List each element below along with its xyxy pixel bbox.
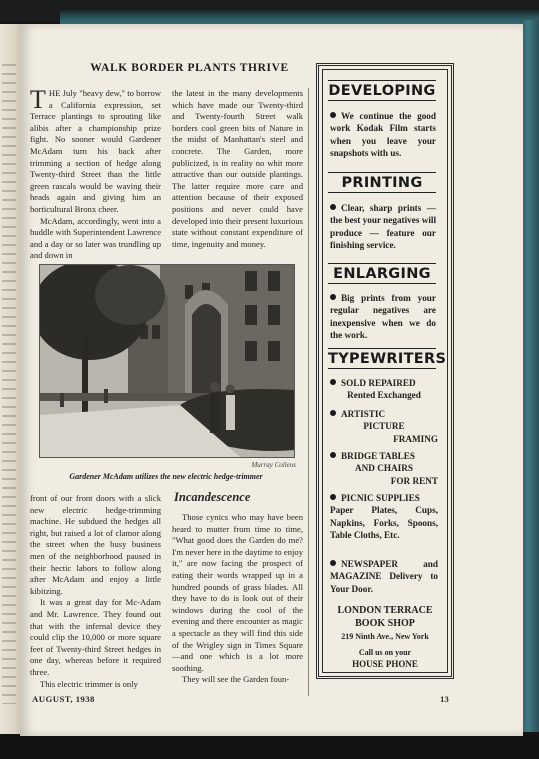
- cover-edge: [60, 10, 539, 24]
- ad-item-framing: ARTISTIC PICTURE FRAMING: [330, 408, 438, 445]
- bullet-icon: [330, 294, 336, 300]
- shop-name: LONDON TERRACE BOOK SHOP: [337, 605, 433, 629]
- hedge-trimmer-photo: [39, 264, 295, 458]
- ad-heading-typewriters: TYPEWRITERS: [328, 348, 436, 369]
- magazine-page: [20, 24, 523, 736]
- ad-heading-enlarging: ENLARGING: [328, 263, 436, 284]
- paragraph: It was a great day for Mc-Adam and Mr. Lawrence. They found out that with the infernal device they could clip the 10,000 or more square feet of Twenty-third Street hedges in one day, whereas before it required three.: [30, 597, 161, 677]
- paragraph: This electric trimmer is only: [40, 678, 138, 689]
- column-1-bottom: [30, 493, 161, 690]
- article-title: WALK BORDER PLANTS THRIVE: [90, 62, 289, 74]
- bookshop-advertisement: [316, 63, 454, 679]
- ad-text-enlarging: Big prints from your regular negatives are inexpensive when we do the work.: [330, 293, 436, 341]
- bottom-shadow: [0, 734, 539, 759]
- shop-phone: HOUSE PHONE: [352, 659, 418, 669]
- ad-item-typewriters: SOLD REPAIRED Rented Exchanged: [330, 377, 438, 402]
- section-subhead: Incandescence: [174, 490, 251, 504]
- column-2-bottom: [172, 512, 303, 686]
- page-number: 13: [440, 694, 449, 704]
- ad-text-developing: We continue the good work Kodak Film starts when you leave your snapshots with us.: [330, 111, 436, 159]
- paragraph: front of our front doors with a slick new electric hedge-trimming machine. He subdued the hedges all right, but raised a lot of clamor along the street when the busy business men of the neighborhood paused in their hectic labors to follow along after McAdam and enjoy a little kibitzing.: [30, 493, 161, 596]
- ad-item-bridge-tables: BRIDGE TABLES AND CHAIRS FOR RENT: [330, 450, 438, 487]
- paragraph: They will see the Garden foun-: [182, 674, 290, 685]
- bullet-icon: [330, 494, 336, 500]
- shop-address: 219 Ninth Ave., New York: [341, 632, 429, 641]
- ad-item-picnic: PICNIC SUPPLIES Paper Plates, Cups, Napkins, Forks, Spoons, Table Cloths, Etc.: [330, 493, 438, 541]
- paragraph: McAdam, accordingly, went into a huddle with Superintendent Lawrence and a day or so later was trundling up and down in: [30, 215, 162, 261]
- column-divider: [308, 88, 309, 696]
- issue-date: AUGUST, 1938: [32, 694, 95, 704]
- shop-call: Call us on your: [358, 648, 412, 657]
- previous-page-edge: [0, 24, 20, 738]
- paragraph: the latest in the many developments which have made our Twenty-third and Twenty-fourth Street walk borders cool green bits of Nature in the midst of Manhattan's steel and concrete. The Garden, more publicized, is in reality no whit more attractive than our outside plantings. The latter require more care and attention because of their exposed positions and never could have developed into their present luxurious state without constant expenditure of time, ingenuity and money.: [172, 88, 303, 249]
- column-2-top: [172, 88, 303, 250]
- drop-cap: T: [30, 85, 46, 114]
- paragraph: HE July "heavy dew," to borrow a California expression, set Terrace plantings to sprouting like alibis after a championship prize fight. No sooner would Gardener McAdam turn his back after trimming a section of hedge along Twenty-third Street than the little green rascals would be waving their heads again and giving him an horticultural Bronx cheer.: [30, 88, 161, 214]
- ad-text-printing: Clear, sharp prints —the best your negatives will produce — feature our finishing service.: [330, 203, 436, 251]
- bullet-icon: [330, 379, 336, 385]
- photo-caption: Gardener McAdam utilizes the new electric hedge-trimmer: [69, 472, 263, 481]
- photo-credit: Murray Collens: [251, 461, 296, 469]
- book-binding: [521, 20, 539, 732]
- column-1-top: [30, 85, 162, 262]
- paragraph: Those cynics who may have been heard to mutter from time to time, "What good does the Garden do me? I'm never here in the daytime to enjoy it," are now facing the prospect of eating their words wrapped up in a hundred pounds of grass blades. All they have to do is look out of their windows during the cool of the evening and there encounter as magic a spectacle as they will find this side of the Wrigley sign in Times Square—and one which is a lot more soothing.: [172, 512, 303, 673]
- ad-heading-developing: DEVELOPING: [328, 80, 436, 101]
- bullet-icon: [330, 560, 336, 566]
- bullet-icon: [330, 112, 336, 118]
- ad-heading-printing: PRINTING: [328, 172, 436, 193]
- bullet-icon: [330, 204, 336, 210]
- ad-item-newspaper: NEWSPAPER and MAGAZINE Delivery to Your Door.: [330, 559, 438, 594]
- bullet-icon: [330, 410, 336, 416]
- bullet-icon: [330, 452, 336, 458]
